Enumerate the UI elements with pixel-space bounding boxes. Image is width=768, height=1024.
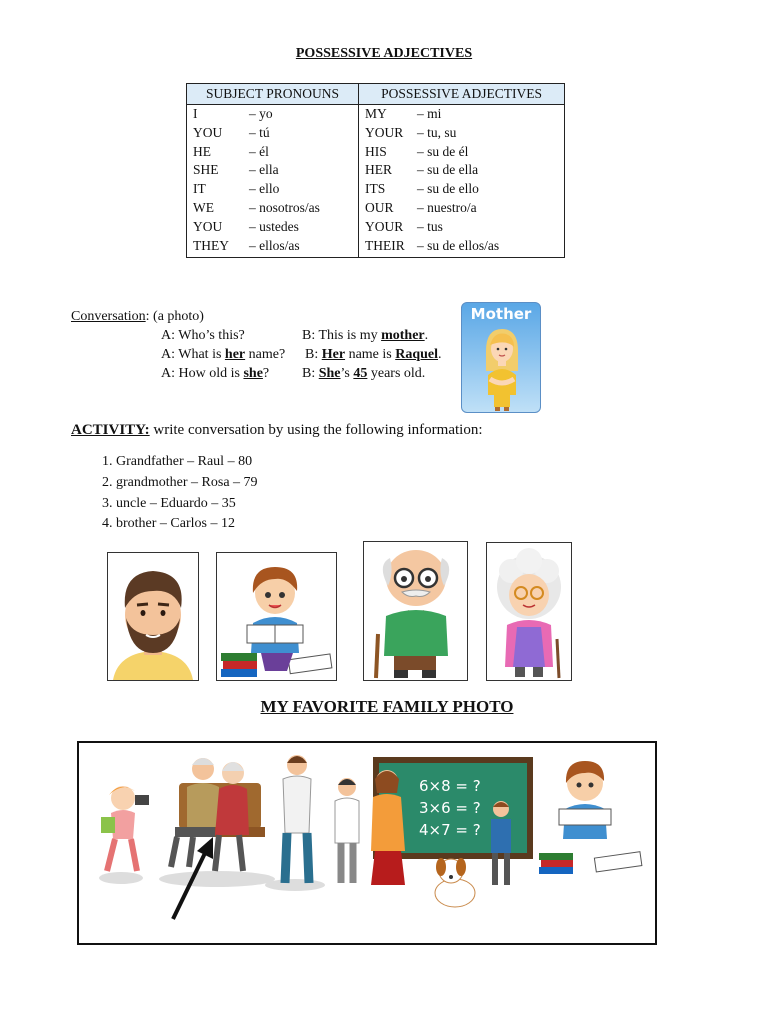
table-row: HE – él: [193, 143, 269, 159]
pronoun-table: [186, 83, 565, 258]
table-row: ITS – su de ello: [365, 181, 479, 197]
board-line-2: 3×6 = ?: [419, 799, 481, 817]
board-line-3: 4×7 = ?: [419, 821, 481, 839]
pronoun-column: [187, 105, 359, 258]
conversation-question-1: A: Who’s this?: [161, 328, 245, 343]
table-row: HER – su de ella: [365, 162, 479, 178]
table-row: YOUR – tus: [365, 218, 443, 234]
activity-instruction: ACTIVITY: write conversation by using the following information:: [71, 422, 483, 438]
table-row: YOUR – tu, su: [365, 124, 457, 140]
table-row: MY – mi: [365, 106, 442, 121]
table-row: OUR – nuestro/a: [365, 199, 477, 215]
list-item: 4. brother – Carlos – 12: [116, 514, 258, 535]
conversation-label: Conversation: (a photo): [71, 309, 204, 324]
page-title: POSSESSIVE ADJECTIVES: [295, 46, 473, 61]
brother-picture: [216, 552, 337, 681]
board-line-1: 6×8 = ?: [419, 777, 481, 795]
grandmother-picture: [486, 542, 572, 681]
conversation-answer-1: B: This is my mother.: [302, 328, 429, 343]
mother-card-label: Mother: [470, 305, 532, 323]
table-row: THEY – ellos/as: [193, 237, 300, 253]
table-row: YOU – ustedes: [193, 218, 299, 234]
family-photo-title: MY FAVORITE FAMILY PHOTO: [260, 697, 514, 716]
table-row: WE – nosotros/as: [193, 199, 320, 215]
activity-list: [95, 452, 258, 535]
list-item: 1. Grandfather – Raul – 80: [116, 452, 258, 473]
family-photo-illustration: [79, 743, 655, 943]
conversation-question-2: A: What is her name?: [161, 347, 286, 362]
conversation-answer-2: B: Her name is Raquel.: [305, 347, 442, 362]
header-subject-pronouns: SUBJECT PRONOUNS: [187, 84, 359, 105]
uncle-picture: [107, 552, 199, 681]
table-row: I – yo: [193, 106, 273, 121]
table-row: HIS – su de él: [365, 143, 469, 159]
table-row: IT – ello: [193, 181, 280, 197]
adjective-column: [359, 105, 565, 258]
table-row: THEIR – su de ellos/as: [365, 237, 500, 253]
table-row: SHE – ella: [193, 162, 279, 178]
list-item: 3. uncle – Eduardo – 35: [116, 494, 258, 515]
list-item: 2. grandmother – Rosa – 79: [116, 473, 258, 494]
family-photo-frame: [77, 741, 657, 945]
conversation-answer-3: B: She’s 45 years old.: [302, 366, 426, 381]
mother-picture-card: [461, 302, 541, 413]
conversation-question-3: A: How old is she?: [161, 366, 270, 381]
mother-illustration: [462, 303, 540, 412]
grandfather-picture: [363, 541, 468, 681]
header-possessive-adjectives: POSSESSIVE ADJECTIVES: [359, 84, 565, 105]
table-row: YOU – tú: [193, 124, 270, 140]
